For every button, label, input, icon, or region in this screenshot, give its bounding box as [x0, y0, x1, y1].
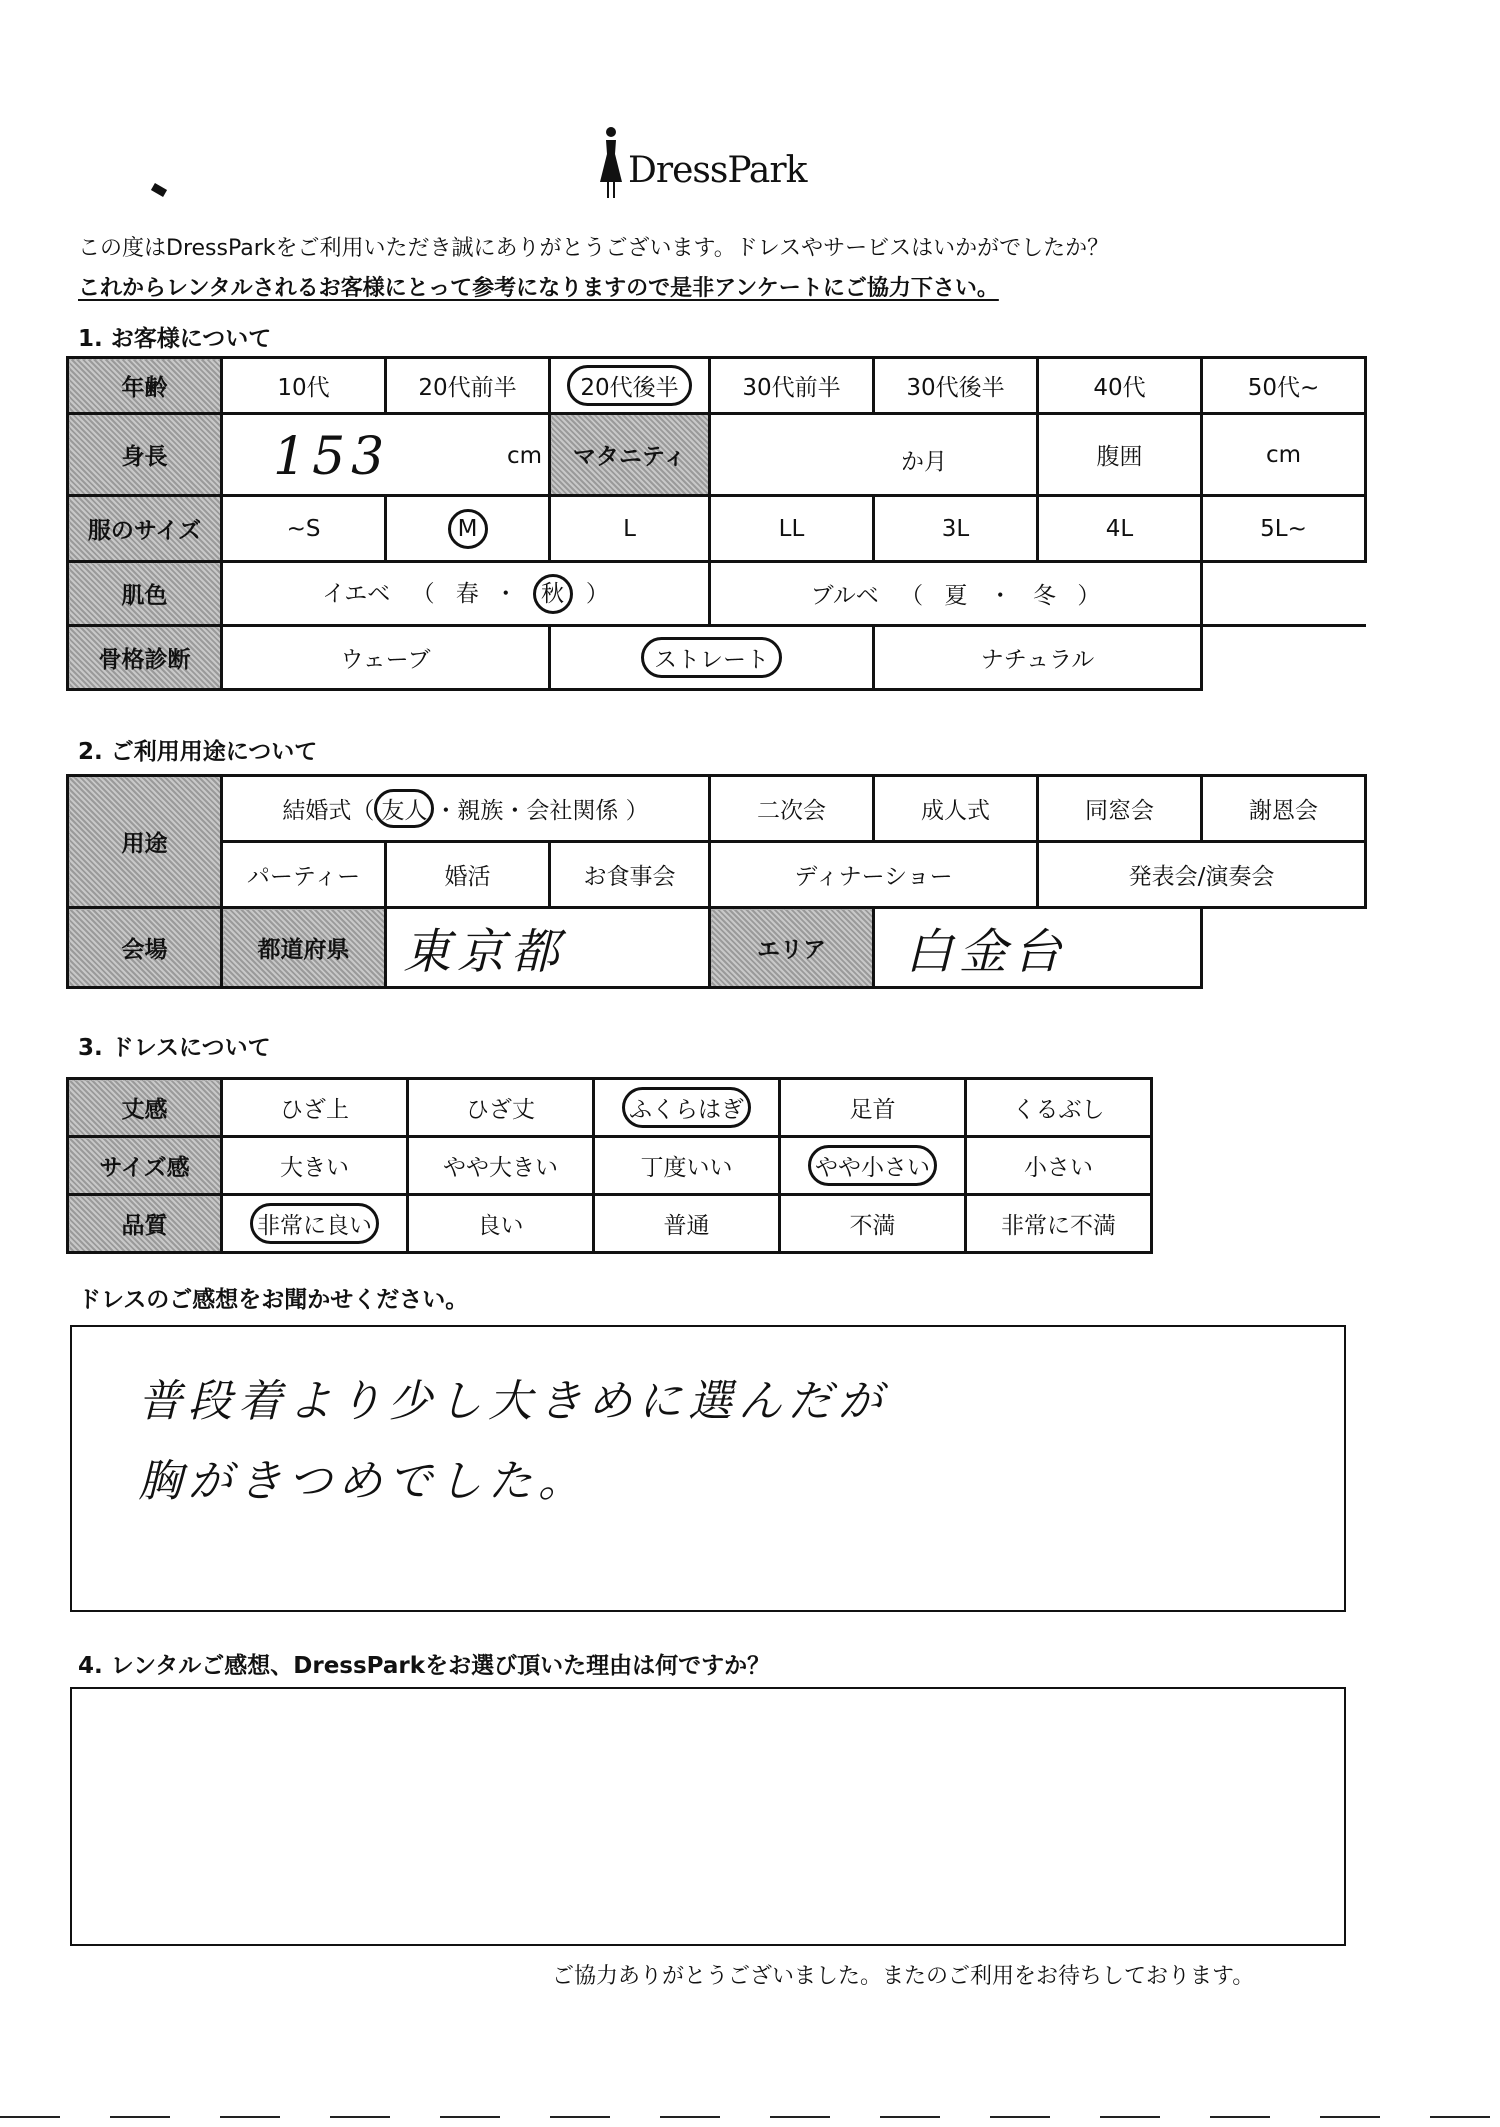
age-option-early-30s[interactable]: 30代前半 [710, 358, 874, 414]
size-option-3l[interactable]: 3L [874, 496, 1038, 562]
dresspark-logo [596, 124, 896, 204]
size-option-s[interactable]: ~S [222, 496, 386, 562]
option-thank-you-party[interactable]: 謝恩会 [1202, 776, 1366, 842]
quality-label: 品質 [68, 1195, 222, 1253]
empty-cell [1202, 562, 1366, 626]
size-option-4l[interactable]: 4L [1038, 496, 1202, 562]
area-value: 白金台 [905, 924, 1068, 980]
summer-option[interactable]: 夏 [944, 583, 968, 609]
skin-label: 肌色 [68, 562, 222, 626]
length-ankle[interactable]: 足首 [780, 1079, 966, 1137]
length-knee[interactable]: ひざ丈 [408, 1079, 594, 1137]
customer-table [66, 356, 1367, 691]
impression-line-2: 胸がきつめでした。 [138, 1456, 588, 1507]
option-coming-of-age[interactable]: 成人式 [874, 776, 1038, 842]
logo-text: DressPark [628, 150, 807, 191]
skeleton-option-natural[interactable]: ナチュラル [874, 626, 1202, 690]
empty-cell [1202, 908, 1366, 988]
autumn-option-selected[interactable]: 秋 [533, 574, 573, 614]
skeleton-option-straight[interactable] [550, 626, 874, 690]
blue-base-label: ブルベ [810, 583, 879, 609]
selected-circle-mark: 非常に良い [250, 1203, 379, 1244]
age-option-10s[interactable]: 10代 [222, 358, 386, 414]
age-option-late-20s[interactable] [550, 358, 710, 414]
age-option-early-20s[interactable]: 20代前半 [386, 358, 550, 414]
height-label: 身長 [68, 414, 222, 496]
impression-prompt: ドレスのご感想をお聞かせください。 [78, 1287, 469, 1313]
footer-thanks: ご協力ありがとうございました。またのご利用をお待ちしております。 [552, 1964, 1255, 1989]
fit-large[interactable]: 大きい [222, 1137, 408, 1195]
scan-edge-line [0, 2116, 1500, 2118]
quality-very-dissatisfied[interactable]: 非常に不満 [966, 1195, 1152, 1253]
size-option-5l[interactable]: 5L~ [1202, 496, 1366, 562]
height-field[interactable] [222, 414, 550, 496]
fit-slightly-small[interactable] [780, 1137, 966, 1195]
selected-circle-mark: ふくらはぎ [622, 1087, 751, 1128]
age-option-50s[interactable]: 50代~ [1202, 358, 1366, 414]
yellow-base-option[interactable] [222, 562, 710, 626]
paren-close: ） [1077, 583, 1101, 609]
reason-textarea[interactable] [70, 1687, 1346, 1946]
prefecture-value: 東京都 [403, 924, 566, 980]
age-option-late-30s[interactable]: 30代後半 [874, 358, 1038, 414]
blue-base-option[interactable] [710, 562, 1202, 626]
size-option-m[interactable] [386, 496, 550, 562]
quality-normal[interactable]: 普通 [594, 1195, 780, 1253]
selected-circle-mark: ストレート [641, 637, 782, 678]
separator-dot: ・ [494, 580, 518, 607]
option-dinner[interactable]: お食事会 [550, 842, 710, 908]
yellow-base-label: イエベ [322, 580, 391, 607]
intro-line-2: これからレンタルされるお客様にとって参考になりますので是非アンケートにご協力下さい。 [78, 276, 999, 301]
purpose-label: 用途 [68, 776, 222, 908]
paren-open: （ [900, 583, 924, 609]
scan-mark [151, 183, 167, 197]
option-dinner-show[interactable]: ディナーショー [710, 842, 1038, 908]
wedding-option[interactable] [222, 776, 710, 842]
dress-silhouette-icon [596, 124, 626, 204]
size-option-ll[interactable]: LL [710, 496, 874, 562]
option-party[interactable]: パーティー [222, 842, 386, 908]
months-unit: か月 [901, 449, 947, 475]
quality-good[interactable]: 良い [408, 1195, 594, 1253]
impression-textarea[interactable] [70, 1325, 1346, 1612]
fit-small[interactable]: 小さい [966, 1137, 1152, 1195]
impression-line-1: 普段着より少し大きめに選んだが [138, 1376, 888, 1427]
maternity-label: マタニティ [550, 414, 710, 496]
venue-label: 会場 [68, 908, 222, 988]
wedding-rest-label: ・親族・会社関係 ） [434, 798, 649, 824]
option-afterparty[interactable]: 二次会 [710, 776, 874, 842]
size-label: 服のサイズ [68, 496, 222, 562]
selected-circle-mark: 20代後半 [567, 365, 691, 406]
area-label: エリア [710, 908, 874, 988]
paren-close: ） [585, 580, 609, 607]
option-konkatsu[interactable]: 婚活 [386, 842, 550, 908]
fit-label: サイズ感 [68, 1137, 222, 1195]
skeleton-option-wave[interactable]: ウェーブ [222, 626, 550, 690]
option-reunion[interactable]: 同窓会 [1038, 776, 1202, 842]
intro-line-1: この度はDressParkをご利用いただき誠にありがとうございます。ドレスやサービスはいかがでしたか？ [78, 236, 1110, 261]
height-unit: cm [506, 443, 542, 469]
quality-very-good[interactable] [222, 1195, 408, 1253]
selected-circle-mark: M [448, 509, 488, 549]
winter-option[interactable]: 冬 [1033, 583, 1057, 609]
section-4-title: 4. レンタルご感想、DressParkをお選び頂いた理由は何ですか？ [78, 1653, 771, 1679]
prefecture-field[interactable] [386, 908, 710, 988]
dress-table [66, 1077, 1153, 1254]
length-label: 丈感 [68, 1079, 222, 1137]
section-2-title: 2. ご利用用途について [78, 739, 318, 765]
paren-open: （ [411, 580, 435, 607]
fit-just-right[interactable]: 丁度いい [594, 1137, 780, 1195]
friend-option-selected[interactable]: 友人 [374, 789, 434, 828]
quality-dissatisfied[interactable]: 不満 [780, 1195, 966, 1253]
maternity-months-field[interactable] [710, 414, 1038, 496]
length-anklebone[interactable]: くるぶし [966, 1079, 1152, 1137]
section-3-title: 3. ドレスについて [78, 1035, 271, 1061]
separator-dot: ・ [988, 583, 1012, 609]
usage-table [66, 774, 1367, 989]
skeleton-label: 骨格診断 [68, 626, 222, 690]
length-calf[interactable] [594, 1079, 780, 1137]
spring-option[interactable]: 春 [455, 580, 479, 607]
prefecture-label: 都道府県 [222, 908, 386, 988]
wedding-label: 結婚式（ [282, 798, 375, 824]
length-above-knee[interactable]: ひざ上 [222, 1079, 408, 1137]
waist-label: 腹囲 [1038, 414, 1202, 496]
empty-cell [1202, 626, 1366, 690]
waist-unit[interactable]: cm [1202, 414, 1366, 496]
fit-slightly-large[interactable]: やや大きい [408, 1137, 594, 1195]
age-option-40s[interactable]: 40代 [1038, 358, 1202, 414]
age-label: 年齢 [68, 358, 222, 414]
option-recital[interactable]: 発表会/演奏会 [1038, 842, 1366, 908]
height-value: 153 [273, 427, 391, 487]
selected-circle-mark: やや小さい [808, 1145, 937, 1186]
size-option-l[interactable]: L [550, 496, 710, 562]
area-field[interactable] [874, 908, 1202, 988]
section-1-title: 1. お客様について [78, 326, 272, 352]
